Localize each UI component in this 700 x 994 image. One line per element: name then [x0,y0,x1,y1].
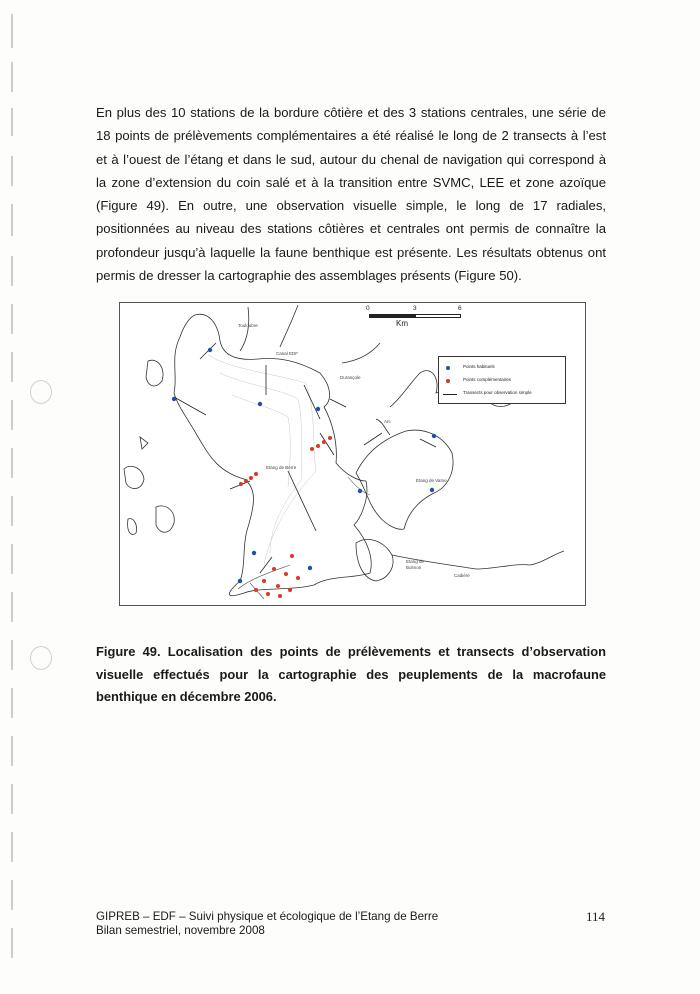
complementary-point [296,576,300,580]
complementary-point [284,572,288,576]
complementary-point [244,479,248,483]
label-touloubre: Touloubre [238,323,258,328]
label-durancole: Durançole [340,375,361,380]
label-arc: Arc [384,419,391,424]
complementary-point [328,436,332,440]
footer-line-1: GIPREB – EDF – Suivi physique et écologique de l’Etang de Berre [96,910,439,923]
complementary-point [249,476,253,480]
complementary-point [316,444,320,448]
label-etang-vaine: Etang de Vaïne [416,478,447,483]
label-cadiere: Cadière [454,573,470,578]
transect-line [330,399,346,407]
usual-point [308,566,312,570]
map-legend: Points habituels Points complémentaires Transects pour observation simple [438,356,566,404]
transect-line [260,557,272,573]
scale-unit: Km [396,319,408,328]
usual-point [316,407,320,411]
scale-tick-0: 0 [366,305,370,312]
complementary-point [290,554,294,558]
complementary-point [254,588,258,592]
transect-line [420,439,436,447]
complementary-point [276,584,280,588]
usual-point [252,551,256,555]
legend-red-dot-icon [446,379,450,383]
transect-line [200,343,216,359]
complementary-point [266,592,270,596]
complementary-point [239,482,243,486]
scale-tick-6: 6 [458,305,462,312]
label-canal-edf: Canal EDF [276,351,299,356]
scale-bar-graphic [369,314,461,318]
usual-point [432,434,436,438]
complementary-point [272,567,276,571]
usual-point [258,402,262,406]
usual-point [172,397,176,401]
legend-line-icon [443,394,457,395]
figure-caption: Figure 49. Localisation des points de prélèvements et transects d’observation visuelle effectués pour la cartographie des peuplements de la macrofaune benthique en décembre 2006. [96,644,606,704]
footer-line-2: Bilan semestriel, novembre 2008 [96,924,265,937]
punch-hole-top [30,380,52,404]
body-paragraph: En plus des 10 stations de la bordure côtière et des 3 stations centrales, une série de 18 points de prélèvements complémentaires a été réalisé le long de 2 transects à l’est et à l’ouest de l’étang et dans le sud, autour du chenal de navigation qui correspond à la zone d’extension du coin salé et à la transition entre SVMC, LEE et zone azoïque (Figure 49). En outre, une observation visuelle simple, le long de 17 radiales, positionnées au niveau des stations côtières et centrales ont permis de connaître la profondeur jusqu’à laquelle la faune benthique est présente. Les résultats obtenus ont permis de dresser la cartographie des assemblages présents (Figure 50). [96,105,606,284]
scale-bar [366,305,466,331]
transect-line [174,397,206,415]
complementary-point [254,472,258,476]
label-etang-berre: Etang de Berre [266,465,297,470]
scale-tick-3: 3 [413,305,417,312]
transect-line [320,433,334,455]
footer [96,910,438,938]
map-drawing [120,303,587,607]
usual-point [208,348,212,352]
usual-point [430,488,434,492]
complementary-point [278,594,282,598]
complementary-point [288,588,292,592]
label-etang-bolmon: Etang de Bolmon [406,559,425,570]
lagoon-coastline [174,314,371,595]
usual-point [238,579,242,583]
binder-margin [0,0,22,989]
page-number: 114 [586,909,606,924]
complementary-point [310,447,314,451]
punch-hole-bottom [30,646,52,670]
transect-line [364,433,382,445]
figure-map [119,302,586,606]
complementary-point [322,440,326,444]
legend-blue-dot-icon [446,366,450,370]
complementary-point [262,579,266,583]
usual-point [358,489,362,493]
